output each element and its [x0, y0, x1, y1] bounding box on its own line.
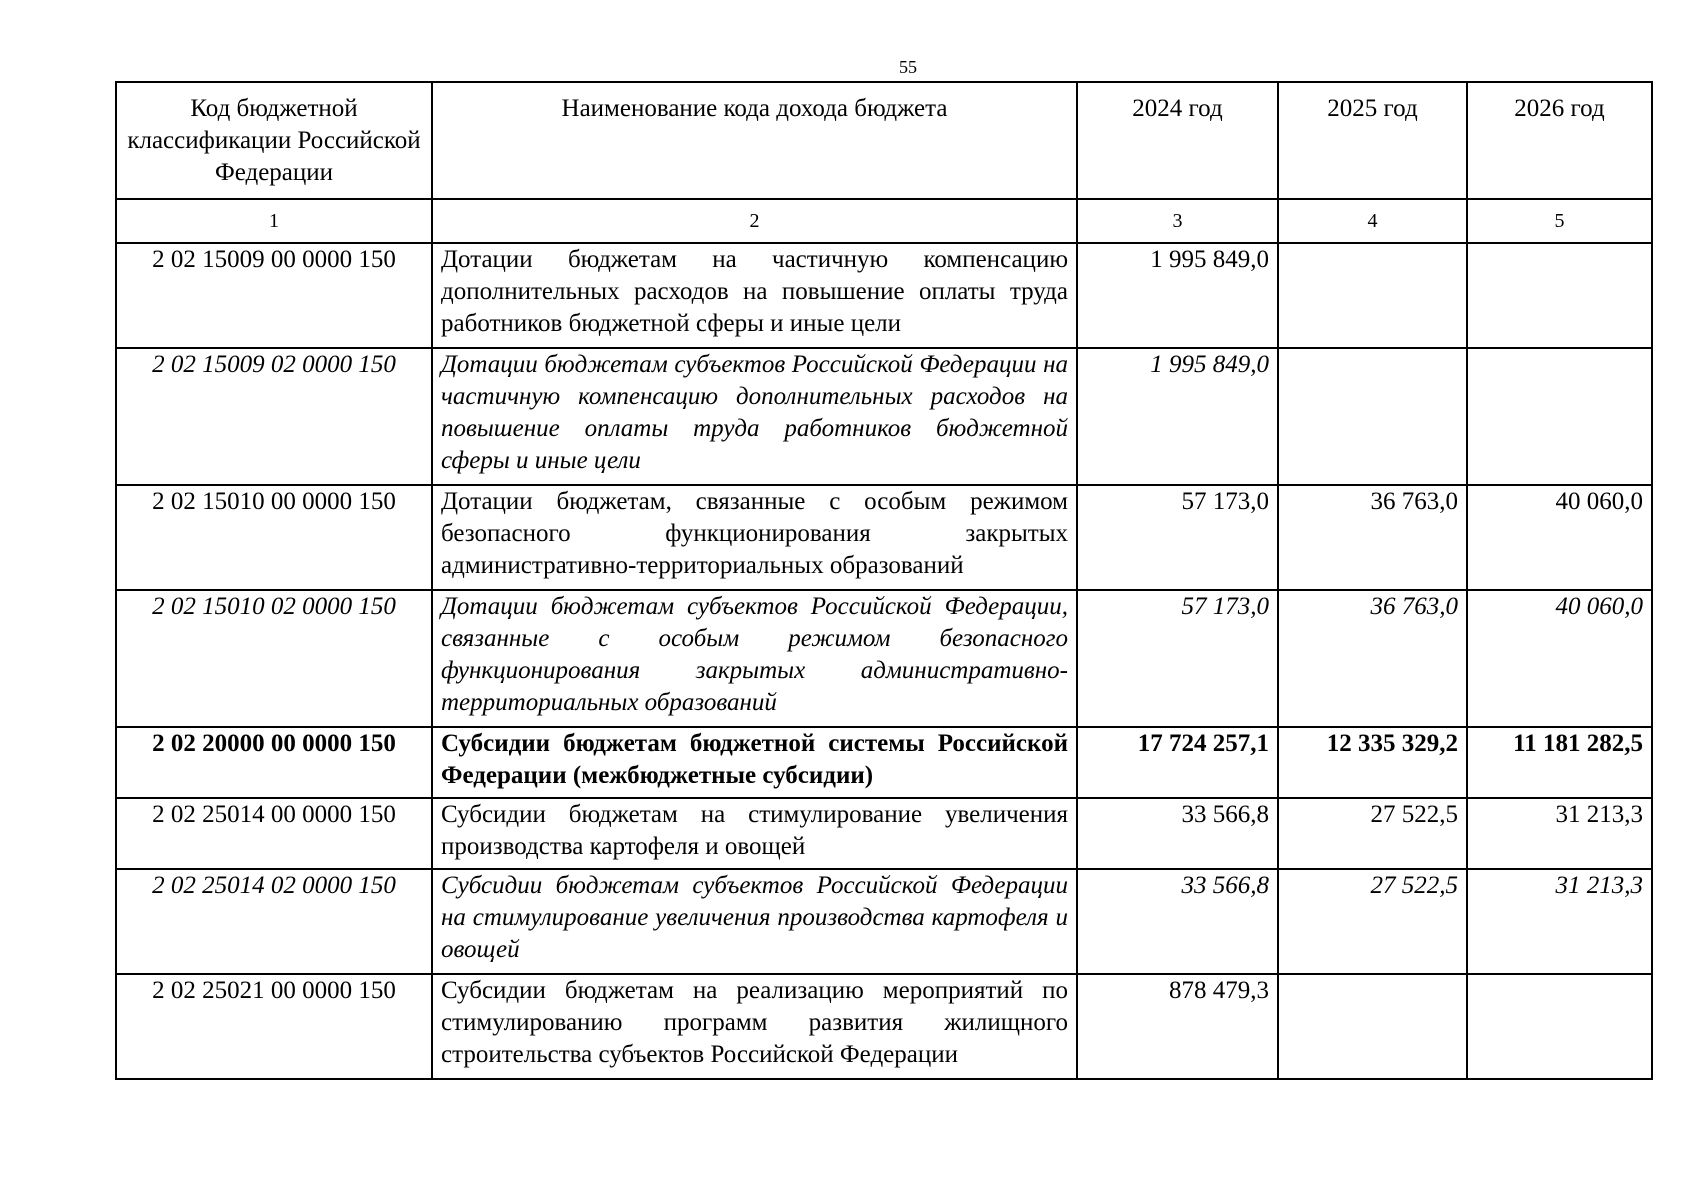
revenue-name: Субсидии бюджетам на реализацию мероприятий по стимулированию программ развития жилищного строительства субъектов Российской Федерации [432, 974, 1077, 1079]
table-row [116, 974, 1652, 1079]
column-number: 3 [1077, 199, 1278, 243]
table-row [116, 485, 1652, 590]
value-2024: 1 995 849,0 [1077, 243, 1278, 348]
value-2024: 57 173,0 [1077, 485, 1278, 590]
revenue-name: Субсидии бюджетам бюджетной системы Российской Федерации (межбюджетные субсидии) [432, 727, 1077, 798]
value-2025 [1278, 974, 1467, 1079]
header-code: Код бюджетной классификации Российской Федерации [116, 82, 432, 199]
value-2024: 17 724 257,1 [1077, 727, 1278, 798]
column-number: 4 [1278, 199, 1467, 243]
revenue-name: Субсидии бюджетам на стимулирование увеличения производства картофеля и овощей [432, 798, 1077, 869]
table-row [116, 590, 1652, 727]
table-row [116, 798, 1652, 869]
column-number: 5 [1467, 199, 1652, 243]
value-2025: 36 763,0 [1278, 590, 1467, 727]
table-row [116, 348, 1652, 485]
value-2025: 36 763,0 [1278, 485, 1467, 590]
budget-code: 2 02 25014 02 0000 150 [116, 869, 432, 974]
value-2025: 12 335 329,2 [1278, 727, 1467, 798]
value-2026: 40 060,0 [1467, 590, 1652, 727]
value-2024: 33 566,8 [1077, 869, 1278, 974]
value-2024: 33 566,8 [1077, 798, 1278, 869]
value-2026: 40 060,0 [1467, 485, 1652, 590]
table-row [116, 869, 1652, 974]
value-2025 [1278, 348, 1467, 485]
column-number: 1 [116, 199, 432, 243]
value-2025: 27 522,5 [1278, 869, 1467, 974]
budget-code: 2 02 15010 02 0000 150 [116, 590, 432, 727]
page-number: 55 [899, 57, 917, 77]
table-row [116, 727, 1652, 798]
value-2025: 27 522,5 [1278, 798, 1467, 869]
header-2025: 2025 год [1278, 82, 1467, 199]
value-2026 [1467, 348, 1652, 485]
column-number: 2 [432, 199, 1077, 243]
budget-revenue-table [115, 81, 1653, 1080]
value-2026 [1467, 243, 1652, 348]
budget-code: 2 02 25021 00 0000 150 [116, 974, 432, 1079]
header-name: Наименование кода дохода бюджета [432, 82, 1077, 199]
revenue-name: Субсидии бюджетам субъектов Российской Федерации на стимулирование увеличения производства картофеля и овощей [432, 869, 1077, 974]
value-2025 [1278, 243, 1467, 348]
budget-code: 2 02 15009 02 0000 150 [116, 348, 432, 485]
table-header-row [116, 82, 1652, 199]
budget-code: 2 02 20000 00 0000 150 [116, 727, 432, 798]
revenue-name: Дотации бюджетам, связанные с особым режимом безопасного функционирования закрытых административно-территориальных образований [432, 485, 1077, 590]
revenue-name: Дотации бюджетам на частичную компенсацию дополнительных расходов на повышение оплаты труда работников бюджетной сферы и иные цели [432, 243, 1077, 348]
value-2024: 57 173,0 [1077, 590, 1278, 727]
value-2026: 31 213,3 [1467, 869, 1652, 974]
value-2024: 1 995 849,0 [1077, 348, 1278, 485]
value-2026: 31 213,3 [1467, 798, 1652, 869]
value-2026: 11 181 282,5 [1467, 727, 1652, 798]
header-2024: 2024 год [1077, 82, 1278, 199]
table-row [116, 243, 1652, 348]
budget-code: 2 02 15010 00 0000 150 [116, 485, 432, 590]
column-number-row [116, 199, 1652, 243]
budget-code: 2 02 25014 00 0000 150 [116, 798, 432, 869]
header-2026: 2026 год [1467, 82, 1652, 199]
value-2024: 878 479,3 [1077, 974, 1278, 1079]
value-2026 [1467, 974, 1652, 1079]
budget-code: 2 02 15009 00 0000 150 [116, 243, 432, 348]
revenue-name: Дотации бюджетам субъектов Российской Федерации, связанные с особым режимом безопасного функционирования закрытых административно-территориальных образований [432, 590, 1077, 727]
revenue-name: Дотации бюджетам субъектов Российской Федерации на частичную компенсацию дополнительных расходов на повышение оплаты труда работников бюджетной сферы и иные цели [432, 348, 1077, 485]
